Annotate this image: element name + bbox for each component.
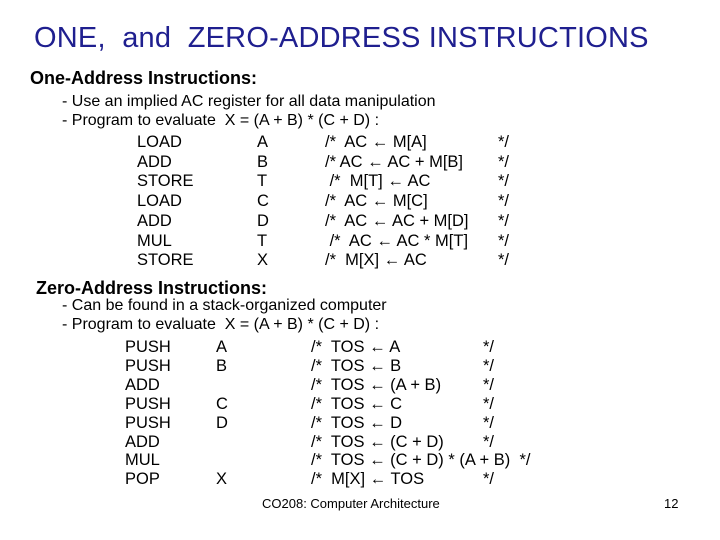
one-row-op: ADD xyxy=(137,152,172,171)
zero-row-comment: /* TOS ← C xyxy=(311,394,403,413)
zero-row-end: */ xyxy=(483,338,495,356)
one-row-op: MUL xyxy=(137,231,172,250)
zero-row-arg: B xyxy=(216,356,228,375)
zero-row-op: PUSH xyxy=(125,338,171,356)
one-row-arg: A xyxy=(257,133,269,151)
zero-row-comment: /* TOS ← D xyxy=(311,413,403,432)
one-row-comment: /* AC ← M[C] xyxy=(325,192,428,211)
zero-row-end: */ xyxy=(483,432,495,451)
zero-row-comment: /* TOS ← (C + D) xyxy=(311,432,444,451)
one-row-end: */ xyxy=(498,231,510,250)
zero-row-comment: /* TOS ← A xyxy=(311,338,401,356)
zero-address-line-1: - Can be found in a stack-organized computer xyxy=(62,297,387,314)
one-row-arg: B xyxy=(257,152,269,171)
zero-row-end: */ xyxy=(483,470,495,489)
one-row-end: */ xyxy=(498,211,510,230)
one-row-comment: /* AC ← M[A] xyxy=(325,133,427,151)
one-row-comment: /* AC ← AC * M[T] xyxy=(325,231,469,250)
one-address-heading: One-Address Instructions: xyxy=(30,68,258,88)
one-row-comment: /* M[X] ← AC xyxy=(325,251,427,270)
zero-row-end: */ xyxy=(483,356,495,375)
zero-row-op: PUSH xyxy=(125,413,171,432)
zero-row-op: ADD xyxy=(125,432,160,451)
zero-row-arg: A xyxy=(216,338,228,356)
zero-address-line-2: - Program to evaluate X = (A + B) * (C + D) : xyxy=(62,316,380,333)
zero-row-comment: /* TOS ← B xyxy=(311,356,402,375)
zero-row-arg: D xyxy=(216,413,228,432)
one-row-end: */ xyxy=(498,172,510,191)
one-row-op: STORE xyxy=(137,251,194,270)
zero-row-arg: C xyxy=(216,394,228,413)
one-row-arg: X xyxy=(257,251,269,270)
one-row-op: STORE xyxy=(137,172,194,191)
one-row-arg: D xyxy=(257,211,269,230)
zero-row-end: */ xyxy=(483,413,495,432)
zero-row-arg: X xyxy=(216,470,228,489)
zero-row-op: PUSH xyxy=(125,394,171,413)
one-row-arg: T xyxy=(257,172,268,191)
zero-row-op: MUL xyxy=(125,451,160,470)
zero-row-comment: /* TOS ← (A + B) xyxy=(311,375,442,394)
one-row-arg: T xyxy=(257,231,268,250)
zero-row-end: */ xyxy=(483,375,495,394)
zero-row-op: PUSH xyxy=(125,356,171,375)
one-row-arg: C xyxy=(257,192,269,211)
page-number: 12 xyxy=(664,496,679,511)
one-row-end: */ xyxy=(498,133,510,151)
zero-row-end: */ xyxy=(483,394,495,413)
slide-title: ONE, and ZERO-ADDRESS INSTRUCTIONS xyxy=(34,22,649,54)
one-row-end: */ xyxy=(498,152,510,171)
zero-row-comment: /* M[X] ← TOS xyxy=(311,470,425,489)
one-row-end: */ xyxy=(498,192,510,211)
zero-row-op: ADD xyxy=(125,375,160,394)
footer-course: CO208: Computer Architecture xyxy=(262,496,440,511)
one-row-comment: /* M[T] ← AC xyxy=(325,172,431,191)
one-address-line-1: - Use an implied AC register for all data manipulation xyxy=(62,93,436,110)
one-row-op: ADD xyxy=(137,211,172,230)
one-row-comment: /* AC ← AC + M[B] xyxy=(325,152,464,171)
one-row-op: LOAD xyxy=(137,133,182,151)
zero-row-op: POP xyxy=(125,470,160,489)
zero-address-heading: Zero-Address Instructions: xyxy=(36,278,268,298)
one-address-line-2: - Program to evaluate X = (A + B) * (C + D) : xyxy=(62,112,380,129)
one-row-comment: /* AC ← AC + M[D] xyxy=(325,211,469,230)
zero-row-comment: /* TOS ← (C + D) * (A + B) */ xyxy=(311,451,531,470)
one-row-end: */ xyxy=(498,251,510,270)
one-row-op: LOAD xyxy=(137,192,182,211)
